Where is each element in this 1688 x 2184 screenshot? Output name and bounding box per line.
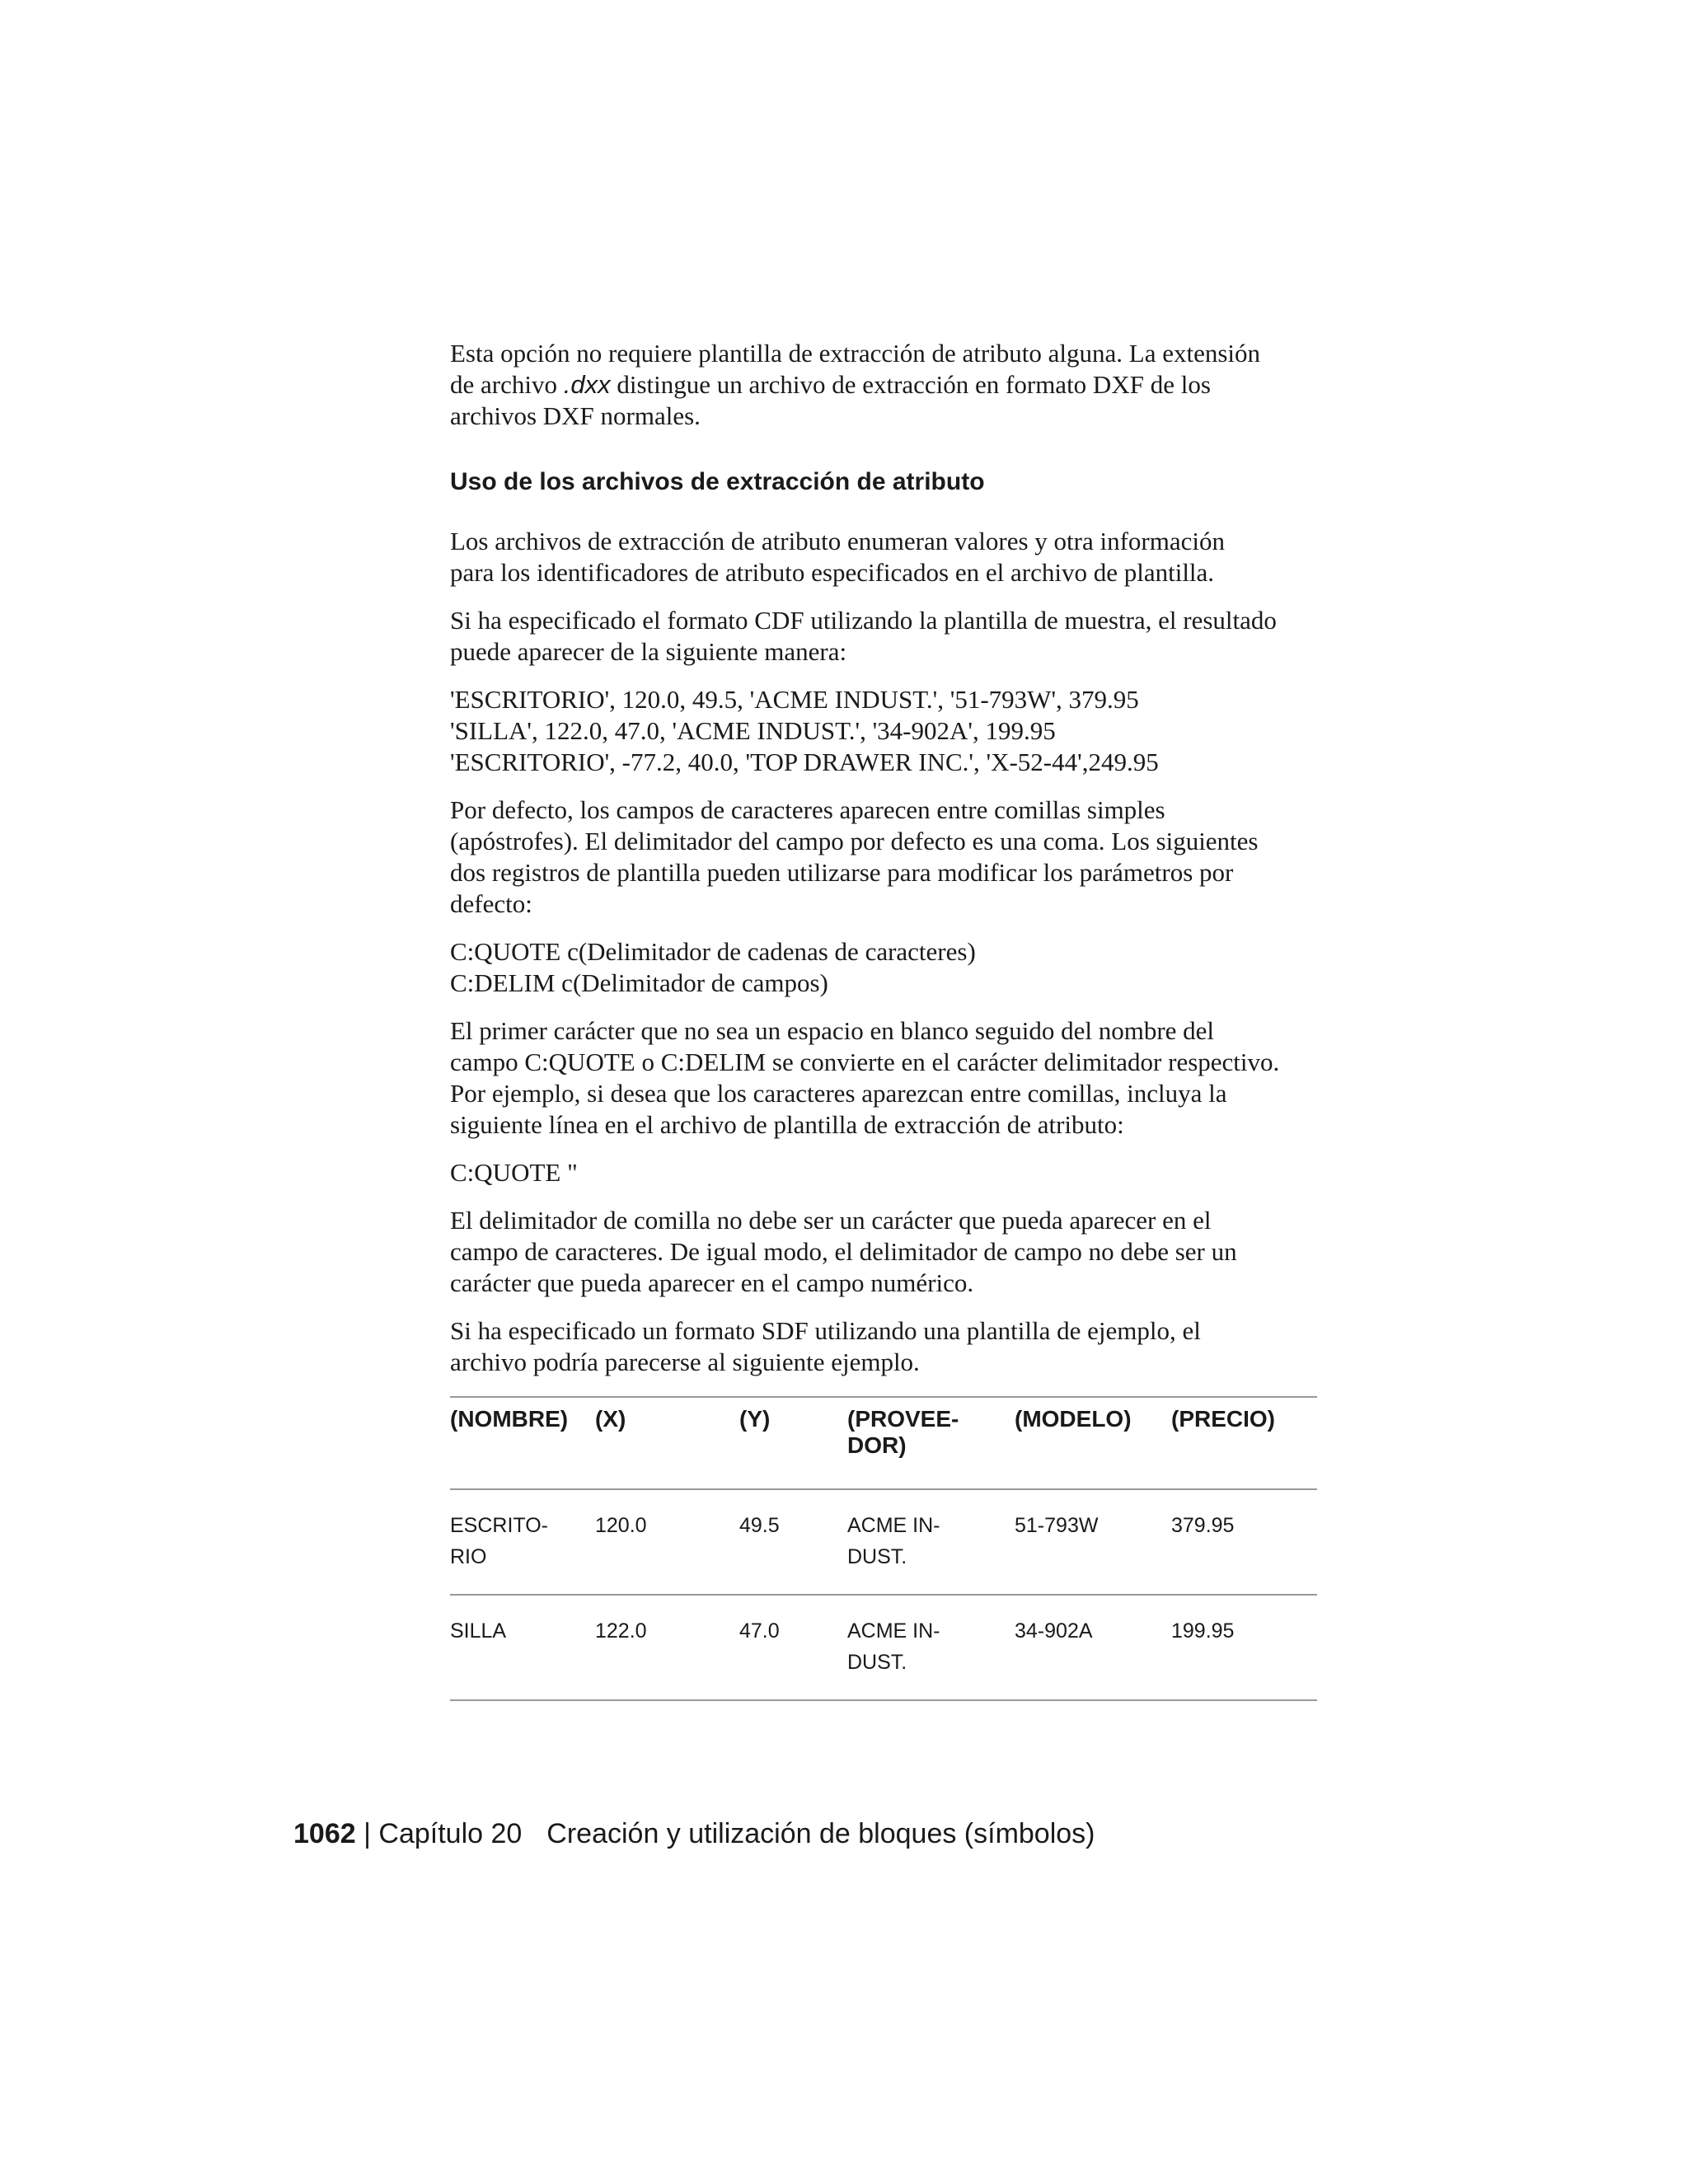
cell-line: DUST. xyxy=(847,1651,907,1674)
file-extension: .dxx xyxy=(563,370,611,399)
header-cell-x xyxy=(595,1406,739,1459)
quote-example xyxy=(450,1157,1324,1188)
table-cell xyxy=(1015,1615,1171,1678)
header-cell-y xyxy=(739,1406,847,1459)
text-line: Si ha especificado el formato CDF utilizando la plantilla de muestra, el resultado xyxy=(450,606,1277,635)
code-line: 'ESCRITORIO', 120.0, 49.5, 'ACME INDUST.', '51-793W', 379.95 xyxy=(450,685,1139,714)
cell-line: (Y) xyxy=(739,1406,771,1432)
table-row xyxy=(450,1490,1317,1596)
page-footer xyxy=(293,1818,1095,1850)
table-cell xyxy=(1171,1510,1317,1572)
intro-paragraph xyxy=(450,338,1324,432)
table-header-row xyxy=(450,1398,1317,1490)
code-line: C:QUOTE c(Delimitador de cadenas de caracteres) xyxy=(450,937,976,966)
section-heading: Uso de los archivos de extracción de atributo xyxy=(450,468,985,495)
cell-line: 379.95 xyxy=(1171,1514,1235,1537)
table-cell xyxy=(450,1510,595,1572)
header-cell-proveedor xyxy=(847,1406,1015,1459)
text-fragment: distingue un archivo de extracción en formato DXF de los xyxy=(610,370,1211,399)
cell-line: ACME IN- xyxy=(847,1619,940,1643)
text-line: Esta opción no requiere plantilla de extracción de atributo alguna. La extensión xyxy=(450,339,1261,368)
table-cell xyxy=(1171,1615,1317,1678)
code-line: 'ESCRITORIO', -77.2, 40.0, 'TOP DRAWER INC.', 'X-52-44',249.95 xyxy=(450,748,1159,776)
table-cell xyxy=(847,1510,1015,1572)
header-cell-precio xyxy=(1171,1406,1317,1459)
code-line: C:DELIM c(Delimitador de campos) xyxy=(450,968,828,997)
text-line: archivo podría parecerse al siguiente ejemplo. xyxy=(450,1347,920,1376)
text-line: dos registros de plantilla pueden utilizarse para modificar los parámetros por xyxy=(450,858,1234,887)
cdf-example-block xyxy=(450,684,1324,778)
text-line: Los archivos de extracción de atributo enumeran valores y otra información xyxy=(450,527,1225,555)
cell-line: DOR) xyxy=(847,1432,907,1458)
cell-line: DUST. xyxy=(847,1545,907,1568)
paragraph-default-delimiters xyxy=(450,794,1324,920)
delimiter-example-block xyxy=(450,936,1324,999)
table-cell xyxy=(739,1615,847,1678)
page-number: 1062 xyxy=(293,1818,356,1849)
text-line: (apóstrofes). El delimitador del campo por defecto es una coma. Los siguientes xyxy=(450,827,1259,855)
cell-line: (PRECIO) xyxy=(1171,1406,1275,1432)
text-line: Por defecto, los campos de caracteres aparecen entre comillas simples xyxy=(450,795,1165,824)
cell-line: ACME IN- xyxy=(847,1514,940,1537)
text-line: El primer carácter que no sea un espacio en blanco seguido del nombre del xyxy=(450,1016,1215,1045)
cell-line: (NOMBRE) xyxy=(450,1406,569,1432)
text-line: Por ejemplo, si desea que los caracteres aparezcan entre comillas, incluya la xyxy=(450,1079,1227,1108)
paragraph-quote-rules xyxy=(450,1205,1324,1299)
text-line: El delimitador de comilla no debe ser un carácter que pueda aparecer en el xyxy=(450,1206,1212,1235)
table-cell xyxy=(450,1615,595,1678)
table-cell xyxy=(595,1510,739,1572)
code-line: C:QUOTE " xyxy=(450,1158,578,1187)
cell-line: 199.95 xyxy=(1171,1619,1235,1643)
text-line: siguiente línea en el archivo de plantilla de extracción de atributo: xyxy=(450,1110,1124,1139)
cell-line: 47.0 xyxy=(739,1619,780,1643)
cell-line: 34-902A xyxy=(1015,1619,1093,1643)
code-line: 'SILLA', 122.0, 47.0, 'ACME INDUST.', '34-902A', 199.95 xyxy=(450,716,1056,745)
table-cell xyxy=(847,1615,1015,1678)
paragraph-cdf-format xyxy=(450,605,1324,668)
cell-line: 122.0 xyxy=(595,1619,647,1643)
text-line: para los identificadores de atributo especificados en el archivo de plantilla. xyxy=(450,558,1215,587)
cell-line: 120.0 xyxy=(595,1514,647,1537)
cell-line: (PROVEE- xyxy=(847,1406,959,1432)
page-content xyxy=(450,338,1324,1701)
chapter-label: Capítulo 20 xyxy=(378,1818,523,1849)
text-line xyxy=(450,369,1324,401)
chapter-title: Creación y utilización de bloques (símbolos) xyxy=(546,1818,1095,1849)
table-cell xyxy=(595,1615,739,1678)
footer-separator: | xyxy=(363,1818,371,1849)
header-cell-nombre xyxy=(450,1406,595,1459)
cell-line: RIO xyxy=(450,1545,487,1568)
text-line: Si ha especificado un formato SDF utilizando una plantilla de ejemplo, el xyxy=(450,1316,1201,1345)
cell-line: (MODELO) xyxy=(1015,1406,1132,1432)
text-line: archivos DXF normales. xyxy=(450,401,701,430)
text-line: puede aparecer de la siguiente manera: xyxy=(450,637,847,666)
text-fragment: de archivo xyxy=(450,370,564,399)
paragraph-first-character xyxy=(450,1015,1324,1141)
table-cell xyxy=(1015,1510,1171,1572)
table-row xyxy=(450,1596,1317,1701)
cell-line: SILLA xyxy=(450,1619,507,1643)
text-line: defecto: xyxy=(450,889,532,918)
table-cell xyxy=(739,1510,847,1572)
text-line: carácter que pueda aparecer en el campo numérico. xyxy=(450,1268,974,1297)
sdf-example-table xyxy=(450,1396,1317,1701)
cell-line: 51-793W xyxy=(1015,1514,1099,1537)
paragraph-sdf-format xyxy=(450,1315,1324,1378)
text-line: campo C:QUOTE o C:DELIM se convierte en el carácter delimitador respectivo. xyxy=(450,1047,1280,1076)
cell-line: ESCRITO- xyxy=(450,1514,548,1537)
cell-line: (X) xyxy=(595,1406,626,1432)
text-line: campo de caracteres. De igual modo, el delimitador de campo no debe ser un xyxy=(450,1237,1237,1266)
paragraph-extraction-files xyxy=(450,526,1324,588)
cell-line: 49.5 xyxy=(739,1514,780,1537)
header-cell-modelo xyxy=(1015,1406,1171,1459)
